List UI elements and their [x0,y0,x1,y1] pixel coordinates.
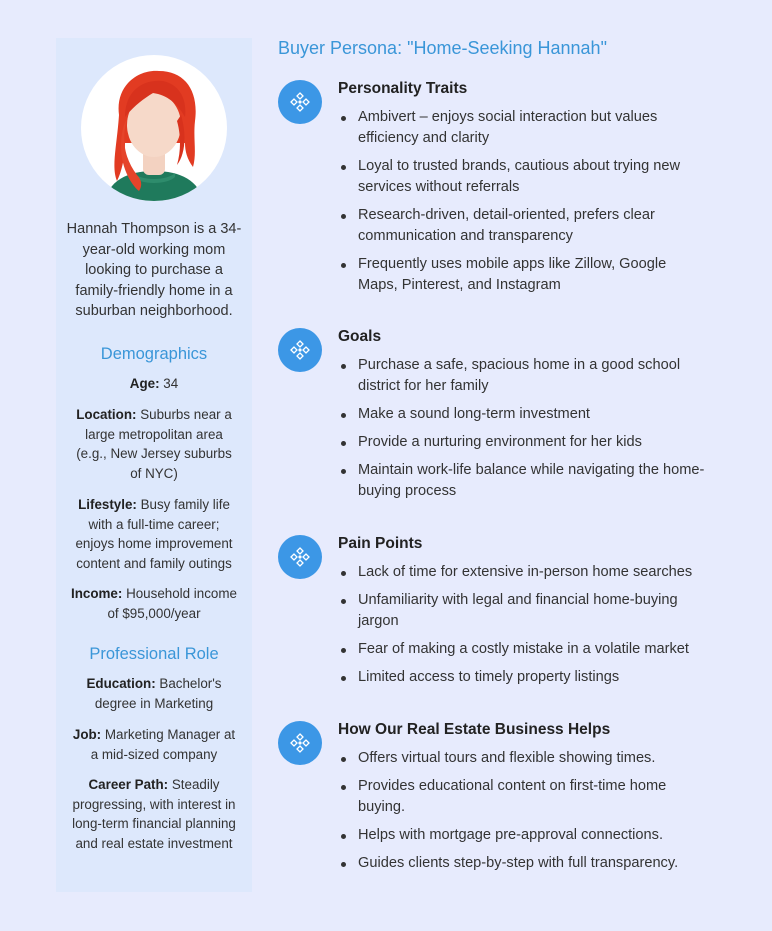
section-badge [278,535,322,579]
fact-education-value: Bachelor's degree in Marketing [94,676,222,711]
sparkle-diamond-icon [289,732,311,754]
list-item: Provide a nurturing environment for her kids [338,432,706,453]
fact-location-value: Suburbs near a large metropolitan area (e.g., New Jersey suburbs of NYC) [76,407,232,481]
fact-age-value: 34 [159,376,179,391]
fact-career-value: Steadily progressing, with interest in long-term financial planning and real estate investment [72,777,236,851]
list-item: Loyal to trusted brands, cautious about trying new services without referrals [338,156,706,198]
list-item: Fear of making a costly mistake in a volatile market [338,639,706,660]
list-item: Unfamiliarity with legal and financial home-buying jargon [338,590,706,632]
list-item: Frequently uses mobile apps like Zillow, Google Maps, Pinterest, and Instagram [338,254,706,296]
section-badge [278,80,322,124]
section-heading: Personality Traits [338,80,468,97]
list-item: Provides educational content on first-time home buying. [338,776,706,818]
woman-avatar-icon [81,55,227,201]
bullet-list [338,107,706,303]
section-badge [278,721,322,765]
page-title: Buyer Persona: "Home-Seeking Hannah" [278,38,607,58]
section-heading: Pain Points [338,535,423,552]
avatar [81,55,227,201]
section-badge [278,328,322,372]
list-item: Limited access to timely property listings [338,667,706,688]
fact-age [70,374,238,394]
fact-career-label: Career Path: [88,777,169,792]
fact-education-label: Education: [86,676,156,691]
section-heading: Goals [338,328,382,345]
demographics-heading: Demographics [100,345,208,363]
fact-age-label: Age: [129,376,160,391]
list-item: Research-driven, detail-oriented, prefers clear communication and transparency [338,205,706,247]
bullet-list [338,562,706,695]
bullet-list [338,748,706,881]
fact-lifestyle-label: Lifestyle: [78,497,137,512]
section-heading: How Our Real Estate Business Helps [338,721,611,738]
fact-location-label: Location: [76,407,137,422]
sparkle-diamond-icon [289,339,311,361]
bullet-list [338,355,706,509]
fact-income-value: Household income of $95,000/year [107,586,237,621]
profile-intro: Hannah Thompson is a 34-year-old working mom looking to purchase a family-friendly home in a suburban neighborhood. [66,221,242,319]
list-item: Ambivert – enjoys social interaction but values efficiency and clarity [338,107,706,149]
list-item: Guides clients step-by-step with full transparency. [338,853,706,874]
fact-income-label: Income: [71,586,123,601]
fact-education [70,674,238,713]
list-item: Purchase a safe, spacious home in a good school district for her family [338,355,706,397]
list-item: Maintain work-life balance while navigating the home-buying process [338,460,706,502]
fact-lifestyle [70,495,238,573]
sparkle-diamond-icon [289,91,311,113]
fact-income [70,584,238,623]
fact-job-label: Job: [72,727,102,742]
list-item: Offers virtual tours and flexible showing times. [338,748,706,769]
list-item: Make a sound long-term investment [338,404,706,425]
fact-location [70,405,238,483]
sparkle-diamond-icon [289,546,311,568]
list-item: Lack of time for extensive in-person home searches [338,562,706,583]
professional-heading: Professional Role [89,645,219,663]
profile-sidebar [56,38,252,892]
fact-job [70,725,238,764]
fact-career [70,775,238,853]
fact-lifestyle-value: Busy family life with a full-time career; enjoys home improvement content and family outings [75,497,233,571]
list-item: Helps with mortgage pre-approval connections. [338,825,706,846]
fact-job-value: Marketing Manager at a mid-sized company [90,727,236,762]
